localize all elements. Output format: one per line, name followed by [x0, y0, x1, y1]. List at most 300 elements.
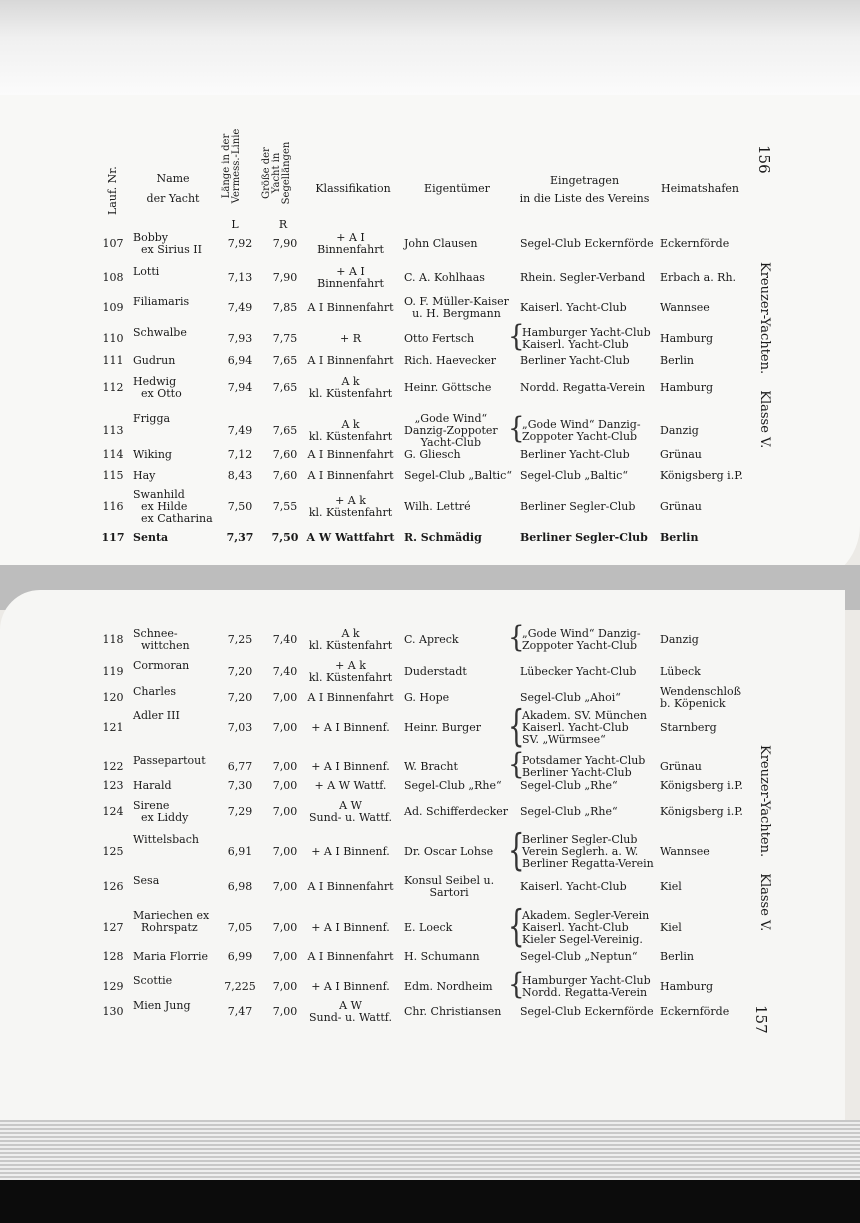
yacht-name [133, 489, 213, 525]
yacht-name-line: Sesa [133, 874, 160, 887]
registered-clubs-line: Segel-Club „Ahoi“ [520, 691, 621, 704]
klassifikation [303, 922, 398, 934]
size-value: 7,00 [272, 880, 298, 893]
klassifikation [303, 722, 398, 734]
registered-clubs [520, 881, 627, 893]
home-port [660, 238, 729, 250]
registered-clubs-line: Nordd. Regatta-Verein [522, 986, 648, 999]
home-port [660, 666, 701, 678]
row-number: 108 [102, 271, 124, 284]
size-value: 7,00 [272, 760, 298, 773]
registered-clubs [520, 272, 645, 284]
home-port-line: Lübeck [660, 665, 701, 678]
yacht-name-line: ex Otto [141, 387, 182, 400]
yacht-name-line: ex Liddy [141, 811, 189, 824]
owner [404, 449, 461, 461]
owner [404, 666, 467, 678]
header-name-line1: Name [156, 172, 190, 185]
registered-clubs-line: Zoppoter Yacht-Club [522, 430, 638, 443]
registered-clubs-line: „Gode Wind“ Danzig- [522, 627, 641, 640]
owner-line: Ad. Schifferdecker [404, 805, 509, 818]
registered-clubs-line: Lübecker Yacht-Club [520, 665, 637, 678]
home-port-line: Erbach a. Rh. [660, 271, 737, 284]
yacht-name [133, 875, 159, 887]
registered-clubs [522, 834, 654, 870]
klassifikation-line: A I Binnenfahrt [307, 880, 394, 893]
yacht-name-line: Maria Florrie [133, 950, 208, 963]
registered-clubs-line: Berliner Yacht-Club [520, 448, 630, 461]
row-number: 110 [102, 332, 124, 345]
header-length: Länge in der Vermess.-Linie [221, 128, 242, 204]
row-number: 124 [102, 805, 124, 818]
klassifikation-line: + A I Binnenf. [311, 721, 390, 734]
size-value: 7,00 [272, 779, 298, 792]
klassifikation [303, 981, 398, 993]
owner-line: u. H. Bergmann [412, 307, 501, 320]
yacht-name-line: Wittelsbach [133, 833, 199, 846]
yacht-name-line: ex Sirius II [141, 243, 202, 256]
owner-line: Danzig-Zoppoter [404, 424, 498, 437]
registered-clubs-line: Segel-Club Eckernförde [520, 237, 654, 250]
registered-clubs-line: Hamburger Yacht-Club [522, 974, 651, 987]
brace-icon: { [508, 412, 525, 446]
home-port [660, 780, 743, 792]
size-value: 7,00 [272, 691, 298, 704]
yacht-name [133, 800, 188, 824]
registered-clubs-line: SV. „Würmsee“ [522, 733, 606, 746]
registered-clubs-line: Berliner Segler-Club [520, 500, 636, 513]
header-eingetragen [512, 174, 657, 206]
length-value: 6,99 [227, 950, 253, 963]
length-value: 7,49 [227, 424, 253, 437]
klassifikation-line: + A I [336, 231, 365, 244]
yacht-name [133, 327, 187, 339]
home-port-line: Grünau [660, 500, 702, 513]
owner-line: Edm. Nordheim [404, 980, 493, 993]
brace-icon: { [508, 748, 525, 782]
owner [404, 382, 491, 394]
row-number: 111 [102, 354, 124, 367]
home-port [660, 761, 702, 773]
yacht-name-line: Harald [133, 779, 172, 792]
size-value: 7,75 [272, 332, 298, 345]
klassifikation-line: + A k [335, 659, 366, 672]
owner [404, 634, 459, 646]
side-class-text: Klasse V. [757, 390, 772, 449]
side-title-text: Kreuzer-Yachten. [757, 262, 772, 375]
owner [404, 780, 502, 792]
registered-clubs [520, 806, 618, 818]
length-value: 7,225 [224, 980, 256, 993]
home-port-line: Kiel [660, 880, 682, 893]
klassifikation-line: + A I [336, 265, 365, 278]
home-port-line: Starnberg [660, 721, 717, 734]
owner-line: Sartori [429, 886, 469, 899]
owner-line: John Clausen [404, 237, 478, 250]
size-value: 7,00 [272, 950, 298, 963]
yacht-name [133, 232, 202, 256]
klassifikation-line: A W Wattfahrt [306, 531, 395, 544]
home-port-line: Eckernförde [660, 1005, 730, 1018]
klassifikation-line: kl. Küstenfahrt [308, 639, 393, 652]
registered-clubs [520, 501, 635, 513]
home-port [660, 470, 743, 482]
size-value: 7,60 [272, 448, 298, 461]
owner [404, 722, 481, 734]
row-number: 117 [101, 531, 125, 544]
length-value: 7,29 [227, 805, 253, 818]
home-port-line: Wannsee [660, 301, 710, 314]
owner-line: Yacht-Club [420, 436, 482, 449]
klassifikation-line: Sund- u. Wattf. [309, 1011, 392, 1024]
home-port-line: Wendenschloß [660, 685, 742, 698]
registered-clubs [522, 755, 645, 779]
home-port [660, 951, 694, 963]
home-port [660, 382, 713, 394]
yacht-name-line: Adler III [133, 709, 180, 722]
header-eigentuemer: Eigentümer [424, 182, 490, 195]
yacht-name [133, 532, 168, 544]
registered-clubs [520, 532, 648, 544]
registered-clubs [522, 975, 651, 999]
size-value: 7,85 [272, 301, 298, 314]
klassifikation [303, 951, 398, 963]
home-port [660, 722, 717, 734]
length-value: 7,05 [227, 921, 253, 934]
owner-line: Heinr. Burger [404, 721, 481, 734]
owner-line: Segel-Club „Rhe“ [404, 779, 502, 792]
row-number: 121 [102, 721, 124, 734]
yacht-name [133, 296, 189, 308]
size-value: 7,65 [272, 381, 298, 394]
yacht-name-line: Mien Jung [133, 999, 191, 1012]
klassifikation [303, 302, 398, 314]
yacht-name-line: Scottie [133, 974, 173, 987]
row-number: 128 [102, 950, 124, 963]
klassifikation-line: kl. Küstenfahrt [308, 506, 393, 519]
registered-clubs [522, 419, 641, 443]
yacht-name-line: Filiamaris [133, 295, 190, 308]
length-value: 7,92 [227, 237, 253, 250]
length-value: 7,49 [227, 301, 253, 314]
yacht-name-line: Cormoran [133, 659, 190, 672]
klassifikation [303, 495, 398, 519]
home-port-line: Königsberg i.P. [660, 805, 743, 818]
length-value: 6,94 [227, 354, 253, 367]
size-value: 7,00 [272, 721, 298, 734]
registered-clubs [522, 710, 647, 746]
klassifikation-line: + A k [335, 494, 366, 507]
yacht-name [133, 355, 175, 367]
klassifikation [303, 660, 398, 684]
row-number: 127 [102, 921, 124, 934]
owner-line: G. Hope [404, 691, 450, 704]
header-klassifikation: Klassifikation [315, 182, 391, 195]
yacht-name-line: Hay [133, 469, 156, 482]
yacht-name-line: Passepartout [133, 754, 206, 767]
registered-clubs [520, 666, 636, 678]
row-number: 114 [102, 448, 124, 461]
klassifikation-line: A I Binnenfahrt [307, 301, 394, 314]
scan-border [0, 1180, 860, 1223]
brace-icon: { [508, 702, 525, 753]
registered-clubs [522, 628, 641, 652]
owner [404, 333, 474, 345]
home-port [660, 1006, 729, 1018]
home-port-line: Wannsee [660, 845, 710, 858]
home-port-line: Hamburg [660, 980, 714, 993]
owner-line: O. F. Müller-Kaiser [404, 295, 509, 308]
length-value: 7,20 [227, 665, 253, 678]
registered-clubs-line: Berliner Segler-Club [520, 531, 648, 544]
row-number: 120 [102, 691, 124, 704]
klassifikation-line: A k [341, 418, 360, 431]
klassifikation-line: + A I Binnenf. [311, 980, 390, 993]
owner [404, 532, 482, 544]
registered-clubs-line: „Gode Wind“ Danzig- [522, 418, 641, 431]
size-value: 7,00 [272, 1005, 298, 1018]
length-value: 7,94 [227, 381, 253, 394]
home-port [660, 355, 694, 367]
registered-clubs-line: Berliner Yacht-Club [522, 766, 632, 779]
registered-clubs-line: Kaiserl. Yacht-Club [520, 301, 627, 314]
owner-line: Segel-Club „Baltic“ [404, 469, 512, 482]
home-port [660, 532, 698, 544]
klassifikation-line: + A I Binnenf. [311, 845, 390, 858]
size-value: 7,40 [272, 665, 298, 678]
home-port-line: Königsberg i.P. [660, 779, 743, 792]
home-port-line: Hamburg [660, 381, 714, 394]
row-number: 116 [102, 500, 124, 513]
size-value: 7,00 [272, 921, 298, 934]
length-value: 7,03 [227, 721, 253, 734]
yacht-name-line: ex Hilde [141, 500, 188, 513]
yacht-name [133, 686, 176, 698]
owner-line: Dr. Oscar Lohse [404, 845, 494, 858]
owner [404, 296, 509, 320]
length-value: 7,50 [227, 500, 253, 513]
yacht-name [133, 449, 172, 461]
page-number-bottom: 157 [752, 1005, 770, 1034]
yacht-name-line: Hedwig [133, 375, 177, 388]
yacht-name-line: Bobby [133, 231, 169, 244]
row-number: 115 [102, 469, 124, 482]
yacht-name [133, 266, 159, 278]
klassifikation [303, 470, 398, 482]
owner-line: H. Schumann [404, 950, 480, 963]
klassifikation-line: A I Binnenfahrt [307, 950, 394, 963]
length-value: 7,47 [227, 1005, 253, 1018]
owner-line: W. Bracht [404, 760, 458, 773]
klassifikation-line: kl. Küstenfahrt [308, 387, 393, 400]
klassifikation-line: Binnenfahrt [317, 243, 384, 256]
klassifikation [303, 419, 398, 443]
home-port [660, 449, 702, 461]
header-heimatshafen: Heimatshafen [661, 182, 739, 195]
owner-line: Chr. Christiansen [404, 1005, 502, 1018]
brace-icon: { [508, 968, 525, 1002]
klassifikation-line: Sund- u. Wattf. [309, 811, 392, 824]
registered-clubs-line: Potsdamer Yacht-Club [522, 754, 646, 767]
registered-clubs-line: Segel-Club „Rhe“ [520, 805, 618, 818]
owner [404, 692, 449, 704]
yacht-name-line: Rohrspatz [141, 921, 198, 934]
owner [404, 470, 512, 482]
home-port-line: Eckernförde [660, 237, 730, 250]
owner [404, 413, 498, 449]
header-name [133, 172, 213, 206]
yacht-name [133, 834, 199, 846]
size-value: 7,55 [272, 500, 298, 513]
home-port-line: Danzig [660, 424, 699, 437]
klassifikation-line: Binnenfahrt [317, 277, 384, 290]
registered-clubs [522, 327, 651, 351]
owner [404, 922, 452, 934]
registered-clubs-line: Kaiserl. Yacht-Club [522, 921, 629, 934]
home-port [660, 846, 710, 858]
registered-clubs [520, 780, 618, 792]
yacht-name-line: Lotti [133, 265, 160, 278]
size-value: 7,00 [272, 980, 298, 993]
registered-clubs [520, 238, 654, 250]
home-port [660, 272, 736, 284]
yacht-name-line: Gudrun [133, 354, 176, 367]
home-port-line: Kiel [660, 921, 682, 934]
home-port-line: Danzig [660, 633, 699, 646]
owner-line: Otto Fertsch [404, 332, 475, 345]
yacht-name-line: Wiking [133, 448, 172, 461]
registered-clubs-line: Berliner Segler-Club [522, 833, 638, 846]
klassifikation [303, 449, 398, 461]
klassifikation-line: A I Binnenfahrt [307, 469, 394, 482]
registered-clubs [520, 692, 621, 704]
klassifikation [303, 376, 398, 400]
yacht-name-line: ex Catharina [141, 512, 213, 525]
klassifikation-line: + A I Binnenf. [311, 921, 390, 934]
klassifikation [303, 761, 398, 773]
klassifikation [303, 780, 398, 792]
klassifikation-line: A I Binnenfahrt [307, 691, 394, 704]
registered-clubs [520, 951, 637, 963]
side-title-bottom [757, 745, 772, 931]
length-value: 6,98 [227, 880, 253, 893]
klassifikation [303, 266, 398, 290]
home-port [660, 302, 710, 314]
length-value: 7,37 [226, 531, 254, 544]
owner [404, 981, 493, 993]
yacht-name-line: Swanhild [133, 488, 185, 501]
registered-clubs-line: Berliner Regatta-Verein [522, 857, 654, 870]
home-port [660, 686, 741, 710]
yacht-name-line: Charles [133, 685, 176, 698]
bottom-page-edges [0, 1120, 860, 1180]
klassifikation-line: + R [340, 332, 361, 345]
yacht-name-line: Sirene [133, 799, 170, 812]
klassifikation [303, 846, 398, 858]
registered-clubs [520, 470, 628, 482]
brace-icon: { [508, 826, 525, 877]
length-value: 7,93 [227, 332, 253, 345]
registered-clubs-line: Berliner Yacht-Club [520, 354, 630, 367]
size-value: 7,65 [272, 354, 298, 367]
owner-line: R. Schmädig [404, 531, 482, 544]
yacht-name-line: Schnee- [133, 627, 178, 640]
home-port [660, 981, 713, 993]
registered-clubs [520, 449, 630, 461]
brace-icon: { [508, 621, 525, 655]
home-port [660, 806, 743, 818]
side-title-text: Kreuzer-Yachten. [757, 745, 772, 858]
yacht-name-line: Schwalbe [133, 326, 187, 339]
registered-clubs [520, 1006, 654, 1018]
side-class-text: Klasse V. [757, 873, 772, 932]
owner [404, 238, 478, 250]
owner-line: E. Loeck [404, 921, 453, 934]
size-value: 7,40 [272, 633, 298, 646]
yacht-name [133, 376, 182, 400]
yacht-name [133, 975, 172, 987]
registered-clubs-line: Kaiserl. Yacht-Club [520, 880, 627, 893]
header-eingetragen-line1: Eingetragen [549, 174, 620, 187]
size-value: 7,00 [272, 845, 298, 858]
owner [404, 951, 480, 963]
size-value: 7,90 [272, 271, 298, 284]
klassifikation [303, 355, 398, 367]
length-value: 7,13 [227, 271, 253, 284]
row-number: 126 [102, 880, 124, 893]
registered-clubs [520, 382, 645, 394]
registered-clubs-line: Kaiserl. Yacht-Club [522, 338, 629, 351]
size-value: 7,90 [272, 237, 298, 250]
row-number: 118 [102, 633, 124, 646]
row-number: 130 [102, 1005, 124, 1018]
row-number: 125 [102, 845, 124, 858]
registered-clubs-line: Segel-Club Eckernförde [520, 1005, 654, 1018]
registered-clubs-line: Segel-Club „Neptun“ [520, 950, 638, 963]
length-value: 8,43 [227, 469, 253, 482]
registered-clubs-line: Segel-Club „Rhe“ [520, 779, 618, 792]
row-number: 119 [102, 665, 124, 678]
owner-line: Rich. Haevecker [404, 354, 497, 367]
length-value: 6,77 [227, 760, 253, 773]
row-number: 122 [102, 760, 124, 773]
home-port-line: Grünau [660, 760, 702, 773]
klassifikation [303, 232, 398, 256]
klassifikation [303, 628, 398, 652]
owner [404, 875, 494, 899]
row-number: 129 [102, 980, 124, 993]
owner [404, 806, 508, 818]
yacht-name [133, 755, 206, 767]
owner-line: Heinr. Göttsche [404, 381, 492, 394]
klassifikation-line: + A I Binnenf. [311, 760, 390, 773]
length-value: 7,30 [227, 779, 253, 792]
owner-line: G. Gliesch [404, 448, 461, 461]
home-port [660, 501, 702, 513]
size-value: 7,00 [272, 805, 298, 818]
klassifikation-line: kl. Küstenfahrt [308, 671, 393, 684]
yacht-name [133, 951, 208, 963]
klassifikation-line: kl. Küstenfahrt [308, 430, 393, 443]
owner [404, 355, 496, 367]
header-length-symbol: L [231, 218, 239, 231]
klassifikation-line: A W [339, 999, 362, 1012]
size-value: 7,60 [272, 469, 298, 482]
row-number: 123 [102, 779, 124, 792]
header-name-line2: der Yacht [146, 192, 200, 205]
home-port-line: Berlin [660, 950, 694, 963]
home-port-line: Berlin [660, 531, 699, 544]
